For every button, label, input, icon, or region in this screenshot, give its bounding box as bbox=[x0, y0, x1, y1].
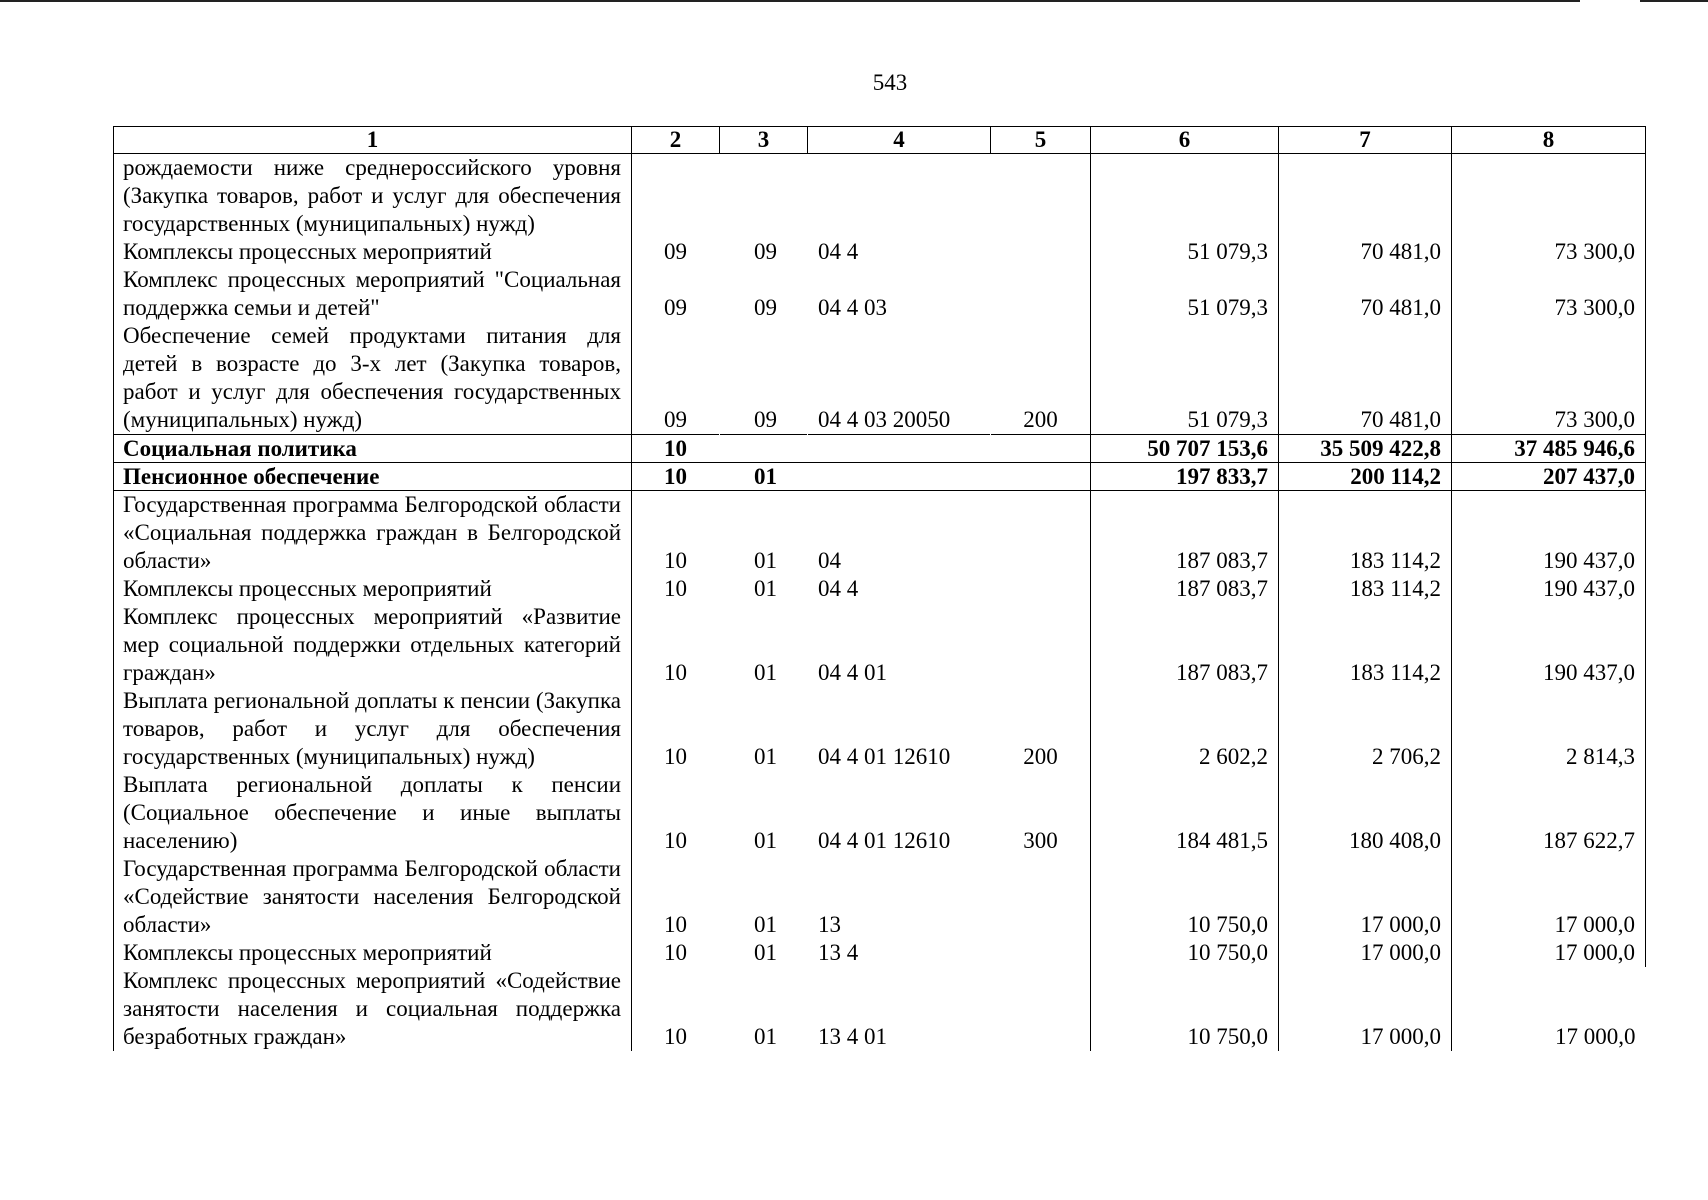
cell-name: Пенсионное обеспечение bbox=[114, 463, 632, 491]
cell-amount-col-7: 17 000,0 bbox=[1279, 967, 1452, 1051]
cell-amount-col-6: 2 602,2 bbox=[1091, 687, 1279, 771]
budget-table bbox=[113, 126, 1646, 1051]
scan-edge-line bbox=[0, 0, 1580, 2]
cell-section: 09 bbox=[632, 238, 720, 266]
cell-subsection: 09 bbox=[720, 266, 808, 322]
cell-amount-col-8: 207 437,0 bbox=[1452, 463, 1646, 491]
cell-expense-type bbox=[991, 435, 1091, 463]
cell-target-article: 13 bbox=[808, 855, 991, 939]
cell-target-article: 04 4 01 12610 bbox=[808, 771, 991, 855]
cell-amount-col-7: 70 481,0 bbox=[1279, 266, 1452, 322]
cell-amount-col-6 bbox=[1091, 154, 1279, 239]
cell-amount-col-6: 51 079,3 bbox=[1091, 266, 1279, 322]
cell-target-article: 04 4 01 bbox=[808, 603, 991, 687]
table-row bbox=[114, 266, 1646, 322]
cell-subsection: 09 bbox=[720, 238, 808, 266]
cell-amount-col-7: 183 114,2 bbox=[1279, 575, 1452, 603]
cell-expense-type bbox=[991, 855, 1091, 939]
cell-amount-col-8: 17 000,0 bbox=[1452, 967, 1646, 1051]
cell-target-article: 04 4 03 bbox=[808, 266, 991, 322]
cell-section: 10 bbox=[632, 575, 720, 603]
cell-amount-col-7: 2 706,2 bbox=[1279, 687, 1452, 771]
cell-subsection: 09 bbox=[720, 322, 808, 435]
table-row bbox=[114, 238, 1646, 266]
cell-amount-col-8: 73 300,0 bbox=[1452, 238, 1646, 266]
table-row bbox=[114, 967, 1646, 1051]
cell-amount-col-7: 183 114,2 bbox=[1279, 491, 1452, 576]
cell-target-article: 04 4 01 12610 bbox=[808, 687, 991, 771]
table-row bbox=[114, 322, 1646, 435]
cell-amount-col-6: 51 079,3 bbox=[1091, 322, 1279, 435]
cell-amount-col-7: 70 481,0 bbox=[1279, 238, 1452, 266]
header-cell-col-1: 1 bbox=[114, 127, 632, 154]
cell-amount-col-8: 17 000,0 bbox=[1452, 939, 1646, 967]
cell-name: Выплата региональной доплаты к пенсии (Социальное обеспечение и иные выплаты населению) bbox=[114, 771, 632, 855]
cell-section: 10 bbox=[632, 855, 720, 939]
header-cell-col-8: 8 bbox=[1452, 127, 1646, 154]
header-cell-col-5: 5 bbox=[991, 127, 1091, 154]
header-cell-col-6: 6 bbox=[1091, 127, 1279, 154]
cell-section: 09 bbox=[632, 322, 720, 435]
cell-target-article: 13 4 bbox=[808, 939, 991, 967]
cell-name: Комплексы процессных мероприятий bbox=[114, 939, 632, 967]
cell-amount-col-8: 187 622,7 bbox=[1452, 771, 1646, 855]
cell-subsection: 01 bbox=[720, 967, 808, 1051]
cell-amount-col-6: 50 707 153,6 bbox=[1091, 435, 1279, 463]
table-body bbox=[114, 154, 1646, 1052]
cell-expense-type bbox=[991, 266, 1091, 322]
cell-expense-type bbox=[991, 463, 1091, 491]
cell-amount-col-8: 73 300,0 bbox=[1452, 266, 1646, 322]
table-row bbox=[114, 154, 1646, 239]
cell-target-article: 04 4 bbox=[808, 575, 991, 603]
cell-section: 10 bbox=[632, 491, 720, 576]
header-cell-col-2: 2 bbox=[632, 127, 720, 154]
table-row bbox=[114, 491, 1646, 576]
cell-amount-col-8: 2 814,3 bbox=[1452, 687, 1646, 771]
cell-amount-col-8: 190 437,0 bbox=[1452, 603, 1646, 687]
cell-expense-type bbox=[991, 967, 1091, 1051]
cell-amount-col-6: 197 833,7 bbox=[1091, 463, 1279, 491]
cell-name: Государственная программа Белгородской области «Содействие занятости населения Белгородской области» bbox=[114, 855, 632, 939]
cell-amount-col-6: 187 083,7 bbox=[1091, 603, 1279, 687]
cell-name: Комплексы процессных мероприятий bbox=[114, 238, 632, 266]
cell-amount-col-6: 187 083,7 bbox=[1091, 491, 1279, 576]
cell-target-article bbox=[808, 154, 991, 239]
cell-amount-col-8: 37 485 946,6 bbox=[1452, 435, 1646, 463]
cell-amount-col-8 bbox=[1452, 154, 1646, 239]
cell-section: 10 bbox=[632, 463, 720, 491]
cell-expense-type bbox=[991, 154, 1091, 239]
table-row bbox=[114, 603, 1646, 687]
cell-subsection: 01 bbox=[720, 603, 808, 687]
cell-expense-type bbox=[991, 575, 1091, 603]
cell-subsection: 01 bbox=[720, 855, 808, 939]
cell-section: 10 bbox=[632, 967, 720, 1051]
page-number: 543 bbox=[872, 70, 908, 95]
table-row bbox=[114, 771, 1646, 855]
cell-target-article bbox=[808, 463, 991, 491]
table-row bbox=[114, 855, 1646, 939]
cell-amount-col-6: 187 083,7 bbox=[1091, 575, 1279, 603]
cell-amount-col-7: 17 000,0 bbox=[1279, 855, 1452, 939]
table-row bbox=[114, 939, 1646, 967]
cell-amount-col-6: 10 750,0 bbox=[1091, 967, 1279, 1051]
cell-subsection: 01 bbox=[720, 939, 808, 967]
cell-expense-type: 200 bbox=[991, 322, 1091, 435]
cell-name: Государственная программа Белгородской области «Социальная поддержка граждан в Белгородской области» bbox=[114, 491, 632, 576]
cell-subsection bbox=[720, 154, 808, 239]
cell-name: Комплекс процессных мероприятий "Социальная поддержка семьи и детей" bbox=[114, 266, 632, 322]
cell-section: 09 bbox=[632, 266, 720, 322]
cell-section: 10 bbox=[632, 939, 720, 967]
cell-expense-type bbox=[991, 939, 1091, 967]
cell-name: рождаемости ниже среднероссийского уровня (Закупка товаров, работ и услуг для обеспечения государственных (муниципальных) нужд) bbox=[114, 154, 632, 239]
cell-amount-col-7: 180 408,0 bbox=[1279, 771, 1452, 855]
table-row bbox=[114, 575, 1646, 603]
cell-subsection bbox=[720, 435, 808, 463]
cell-amount-col-7: 70 481,0 bbox=[1279, 322, 1452, 435]
cell-name: Социальная политика bbox=[114, 435, 632, 463]
table-row-section bbox=[114, 435, 1646, 463]
cell-amount-col-6: 10 750,0 bbox=[1091, 855, 1279, 939]
cell-expense-type bbox=[991, 603, 1091, 687]
cell-amount-col-8: 190 437,0 bbox=[1452, 491, 1646, 576]
header-row bbox=[114, 127, 1646, 154]
cell-amount-col-6: 184 481,5 bbox=[1091, 771, 1279, 855]
cell-subsection: 01 bbox=[720, 491, 808, 576]
cell-name: Комплекс процессных мероприятий «Развитие мер социальной поддержки отдельных категорий граждан» bbox=[114, 603, 632, 687]
cell-name: Комплекс процессных мероприятий «Содействие занятости населения и социальная поддержка безработных граждан» bbox=[114, 967, 632, 1051]
cell-section: 10 bbox=[632, 687, 720, 771]
cell-target-article: 04 4 03 20050 bbox=[808, 322, 991, 435]
cell-amount-col-7: 35 509 422,8 bbox=[1279, 435, 1452, 463]
cell-expense-type: 300 bbox=[991, 771, 1091, 855]
cell-subsection: 01 bbox=[720, 463, 808, 491]
cell-target-article: 04 bbox=[808, 491, 991, 576]
cell-name: Комплексы процессных мероприятий bbox=[114, 575, 632, 603]
cell-section: 10 bbox=[632, 603, 720, 687]
cell-subsection: 01 bbox=[720, 687, 808, 771]
cell-amount-col-7: 183 114,2 bbox=[1279, 603, 1452, 687]
cell-amount-col-6: 51 079,3 bbox=[1091, 238, 1279, 266]
header-cell-col-7: 7 bbox=[1279, 127, 1452, 154]
header-cell-col-3: 3 bbox=[720, 127, 808, 154]
scan-edge-line bbox=[1640, 0, 1708, 2]
cell-section bbox=[632, 154, 720, 239]
cell-target-article bbox=[808, 435, 991, 463]
cell-section: 10 bbox=[632, 435, 720, 463]
cell-amount-col-8: 17 000,0 bbox=[1452, 855, 1646, 939]
cell-subsection: 01 bbox=[720, 575, 808, 603]
cell-name: Выплата региональной доплаты к пенсии (Закупка товаров, работ и услуг для обеспечения государственных (муниципальных) нужд) bbox=[114, 687, 632, 771]
cell-target-article: 04 4 bbox=[808, 238, 991, 266]
cell-amount-col-7: 17 000,0 bbox=[1279, 939, 1452, 967]
header-cell-col-4: 4 bbox=[808, 127, 991, 154]
table-row-section bbox=[114, 463, 1646, 491]
cell-expense-type bbox=[991, 238, 1091, 266]
cell-expense-type bbox=[991, 491, 1091, 576]
cell-subsection: 01 bbox=[720, 771, 808, 855]
cell-amount-col-8: 73 300,0 bbox=[1452, 322, 1646, 435]
cell-name: Обеспечение семей продуктами питания для детей в возрасте до 3-х лет (Закупка товаров, работ и услуг для обеспечения государственных (муниципальных) нужд) bbox=[114, 322, 632, 435]
table-row bbox=[114, 687, 1646, 771]
cell-target-article: 13 4 01 bbox=[808, 967, 991, 1051]
cell-amount-col-7: 200 114,2 bbox=[1279, 463, 1452, 491]
cell-amount-col-7 bbox=[1279, 154, 1452, 239]
cell-amount-col-6: 10 750,0 bbox=[1091, 939, 1279, 967]
table-header bbox=[114, 127, 1646, 154]
cell-expense-type: 200 bbox=[991, 687, 1091, 771]
cell-section: 10 bbox=[632, 771, 720, 855]
cell-amount-col-8: 190 437,0 bbox=[1452, 575, 1646, 603]
